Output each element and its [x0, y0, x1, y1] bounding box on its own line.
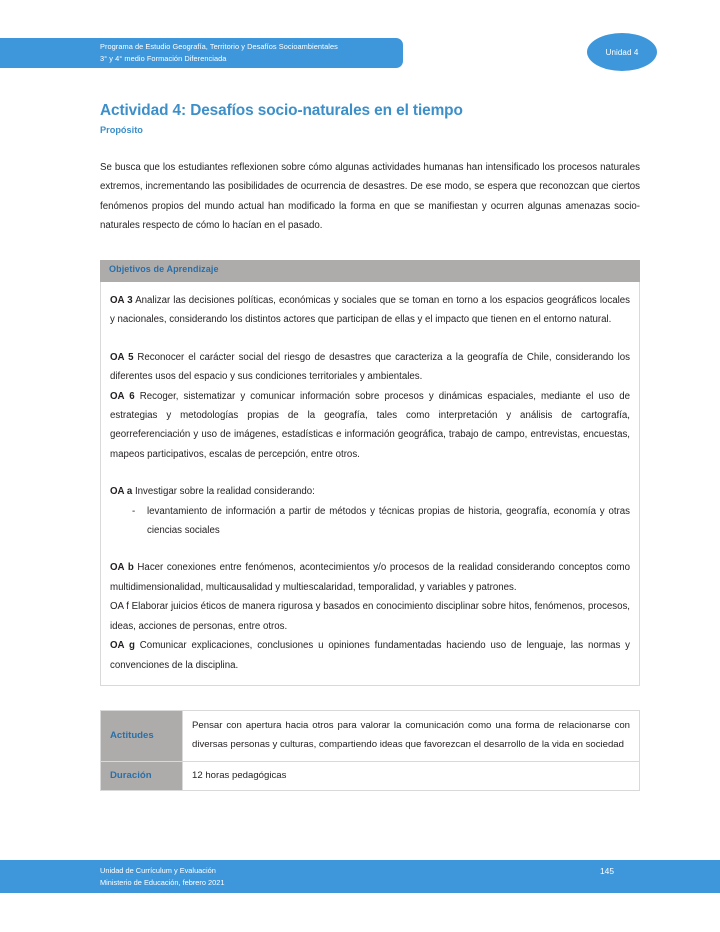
row-value-duracion: 12 horas pedagógicas: [183, 761, 640, 790]
oa-code-oaf: OA f: [110, 601, 129, 613]
oa-a-bullet-item: [110, 502, 630, 541]
oa-item-oag: [110, 636, 630, 675]
page-title: Actividad 4: Desafíos socio-naturales en el tiempo: [100, 102, 463, 120]
oa-text-oaa: Investigar sobre la realidad considerando:: [132, 486, 315, 498]
oa-code-oa5: OA 5: [110, 351, 134, 363]
oa-text-oab: Hacer conexiones entre fenómenos, acontecimientos y/o procesos de la realidad considerando conceptos como multidimensionalidad, multicausalidad y multiescalaridad, temporalidad, y variables y patrones.: [110, 562, 630, 593]
oa-item-oaf: [110, 597, 630, 636]
program-title-line2: 3° y 4° medio Formación Diferenciada: [100, 53, 227, 63]
footer-line2: Ministerio de Educación, febrero 2021: [100, 877, 225, 887]
oa-text-oa3: Analizar las decisiones políticas, económicas y sociales que se toman en torno a los espacios geográficos locales y nacionales, considerando los distintos actores que participan de ellas y el impacto que tienen en el entorno natural.: [110, 295, 630, 326]
oa-item-oab: [110, 558, 630, 597]
row-label-actitudes: Actitudes: [101, 711, 183, 762]
unit-badge: [587, 33, 657, 71]
objetivos-body: [100, 282, 640, 686]
oa-item-oa5: [110, 348, 630, 387]
table-row: [101, 711, 640, 762]
document-footer: [0, 860, 720, 893]
oa-code-oab: OA b: [110, 562, 134, 574]
activity-metadata-table: [100, 710, 640, 791]
oa-a-bullet-text: levantamiento de información a partir de métodos y técnicas propias de historia, geografía, economía y otras ciencias sociales: [147, 505, 630, 537]
objetivos-de-aprendizaje-box: [100, 260, 640, 686]
oa-text-oa5: Reconocer el carácter social del riesgo de desastres que caracteriza a la geografía de Chile, considerando los diferentes usos del espacio y sus condiciones territoriales y ambientales.: [110, 351, 630, 383]
program-header-bar: [0, 38, 403, 68]
proposito-paragraph: Se busca que los estudiantes reflexionen sobre cómo algunas actividades humanas han intensificado los procesos naturales extremos, incrementando las posibilidades de ocurrencia de desastres. De ese modo, se espera que reconozcan que ciertos fenómenos propios del mundo actual han modificado la forma en que se manifiestan y ocurren algunas amenazas socio-naturales respecto de cómo lo hacían en el pasado.: [100, 161, 640, 232]
oa-item-oa3: [110, 291, 630, 330]
oa-code-oa6: OA 6: [110, 390, 135, 402]
oa-text-oaf: Elaborar juicios éticos de manera rigurosa y basados en conocimiento disciplinar sobre hitos, fenómenos, procesos, ideas, acciones de personas, entre otros.: [110, 601, 630, 632]
oa-text-oa6: Recoger, sistematizar y comunicar información sobre procesos y dinámicas espaciales, mediante el uso de estrategias y metodologías propias de la geografía, tales como interpretación y análisis de cartografía, georreferenciación y uso de imágenes, estadísticas e información geográfica, trabajo de campo, entrevistas, encuestas, mapeos participativos, escalas de percepción, entre otros.: [110, 390, 630, 460]
proposito-heading: Propósito: [100, 125, 143, 135]
oa-text-oag: Comunicar explicaciones, conclusiones u opiniones fundamentadas haciendo uso de lenguaje, las normas y convenciones de la disciplina.: [110, 640, 631, 671]
bullet-dash-icon: -: [132, 505, 136, 517]
oa-item-oaa: [110, 482, 630, 501]
row-label-duracion: Duración: [101, 761, 183, 790]
oa-code-oag: OA g: [110, 640, 135, 652]
row-value-actitudes: Pensar con apertura hacia otros para valorar la comunicación como una forma de relacionarse con diversas personas y culturas, compartiendo ideas que favorezcan el desarrollo de la vida en sociedad: [183, 711, 640, 762]
program-title-line1: Programa de Estudio Geografía, Territorio y Desafíos Socioambientales: [100, 42, 338, 51]
unit-badge-label: Unidad 4: [605, 47, 639, 57]
oa-item-oa6: [110, 387, 630, 465]
page-number: 145: [600, 866, 614, 876]
document-header: [0, 38, 720, 68]
oa-code-oa3: OA 3: [110, 295, 133, 306]
table-row: [101, 761, 640, 790]
oa-code-oaa: OA a: [110, 486, 133, 498]
footer-line1: Unidad de Currículum y Evaluación: [100, 866, 216, 875]
objetivos-section-header: Objetivos de Aprendizaje: [100, 260, 640, 282]
